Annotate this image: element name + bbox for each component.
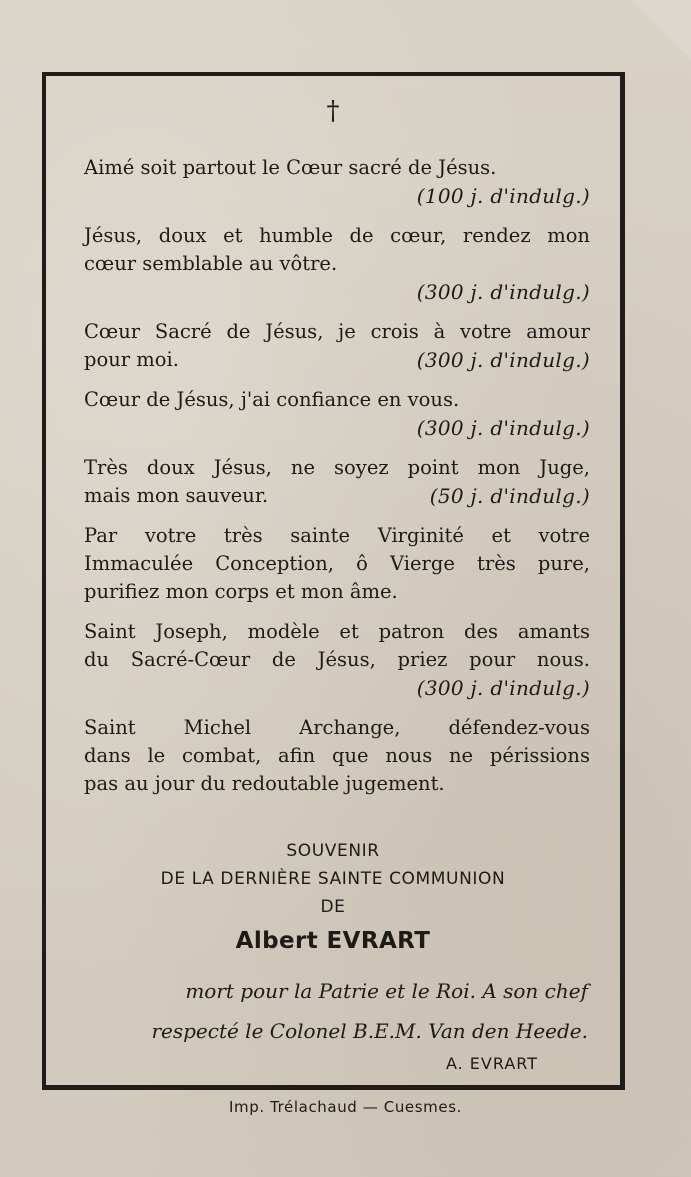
prayer-line: Saint Joseph, modèle et patron des amants: [84, 620, 590, 643]
card-border-frame: [42, 72, 625, 1090]
prayer-line: Cœur de Jésus, j'ai confiance en vous.: [84, 388, 460, 411]
prayer-line: du Sacré-Cœur de Jésus, priez pour nous.: [84, 648, 590, 671]
prayer-line: Jésus, doux et humble de cœur, rendez mon: [84, 224, 590, 247]
souvenir-line: DE: [320, 897, 346, 917]
indulgence-note: (50 j. d'indulg.): [429, 484, 590, 508]
prayer-line: Saint Michel Archange, défendez-vous: [84, 716, 590, 739]
prayer-3: [84, 318, 590, 374]
prayer-line-with-indulgence: [84, 346, 590, 374]
indulgence-note: (100 j. d'indulg.): [416, 184, 590, 208]
prayer-4: [84, 386, 590, 442]
prayer-list: [84, 154, 590, 810]
prayer-line: mais mon sauveur.: [84, 484, 269, 507]
indulgence-note: (300 j. d'indulg.): [416, 676, 590, 700]
prayer-5: [84, 454, 590, 510]
deceased-name: Albert EVRART: [235, 928, 431, 954]
souvenir-line: SOUVENIR: [286, 841, 380, 861]
prayer-line: purifiez mon corps et mon âme.: [84, 580, 398, 603]
souvenir-line: DE LA DERNIÈRE SAINTE COMMUNION: [160, 869, 506, 889]
indulgence-note: (300 j. d'indulg.): [416, 348, 590, 372]
prayer-line: dans le combat, afin que nous ne périssions: [84, 744, 590, 767]
prayer-line: Aimé soit partout le Cœur sacré de Jésus.: [84, 156, 497, 179]
prayer-line: Immaculée Conception, ô Vierge très pure,: [84, 552, 590, 575]
prayer-7: [84, 618, 590, 702]
prayer-line: Par votre très sainte Virginité et votre: [84, 524, 590, 547]
prayer-2: [84, 222, 590, 306]
handwritten-dedication: [76, 971, 588, 1051]
prayer-line: Très doux Jésus, ne soyez point mon Juge,: [84, 456, 590, 479]
prayer-line: Cœur Sacré de Jésus, je crois à votre amour: [84, 320, 590, 343]
indulgence-note: (300 j. d'indulg.): [416, 280, 590, 304]
souvenir-heading: [46, 837, 620, 921]
dedication-line: mort pour la Patrie et le Roi. A son chef: [185, 979, 588, 1003]
prayer-8: [84, 714, 590, 798]
dedication-line: respecté le Colonel B.E.M. Van den Heede.: [151, 1019, 588, 1043]
prayer-1: [84, 154, 590, 210]
indulgence-note: (300 j. d'indulg.): [416, 416, 590, 440]
prayer-line-with-indulgence: [84, 482, 590, 510]
cross-icon: †: [326, 96, 340, 126]
paper-corner-wear: [631, 0, 691, 60]
signature: A. EVRART: [445, 1054, 538, 1073]
prayer-line: pas au jour du redoutable jugement.: [84, 772, 445, 795]
printer-imprint: Imp. Trélachaud — Cuesmes.: [228, 1098, 463, 1116]
prayer-line: cœur semblable au vôtre.: [84, 252, 338, 275]
prayer-line: pour moi.: [84, 348, 179, 371]
prayer-6: [84, 522, 590, 606]
